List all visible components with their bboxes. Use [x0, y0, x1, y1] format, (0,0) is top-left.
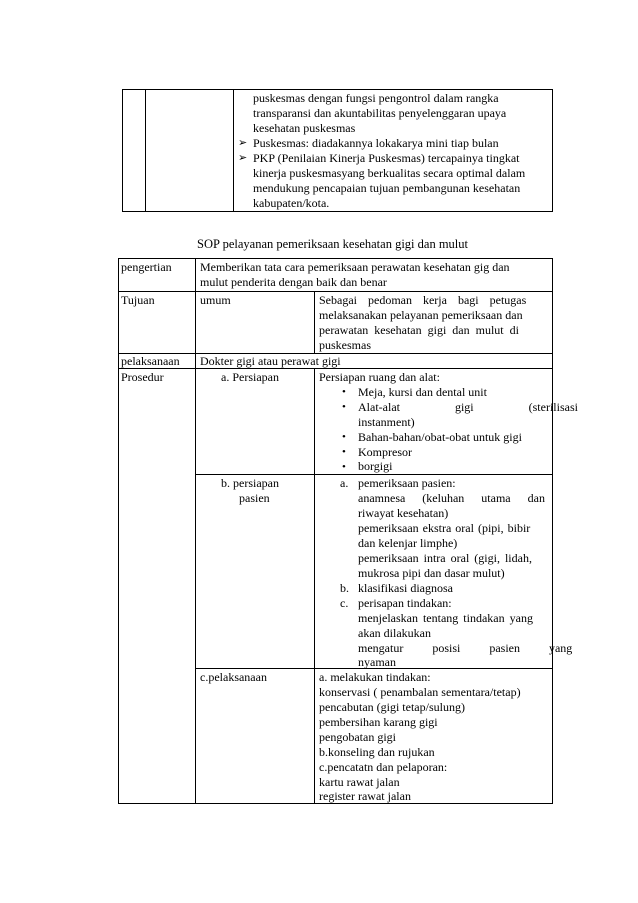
persiapan-item: borgigi	[358, 459, 393, 473]
pelaksanaan-sub-label: c.pelaksanaan	[200, 670, 267, 684]
pasien-c-line: menjelaskan tentang tindakan yang	[358, 611, 533, 625]
pelaksanaan-line: register rawat jalan	[319, 789, 411, 803]
pelaksanaan-line: pembersihan karang gigi	[319, 715, 438, 729]
pasien-c-line: mengatur posisi pasien yang	[358, 641, 573, 655]
persiapan-sub-label: a. Persiapan	[221, 370, 279, 384]
persiapan-pasien-sub-label: b. persiapan	[221, 476, 279, 490]
pelaksanaan-line: c.pencatatn dan pelaporan:	[319, 760, 448, 774]
pasien-c-line: akan dilakukan	[358, 626, 431, 640]
pengertian-line: Memberikan tata cara pemeriksaan perawatan kesehatan gig dan	[200, 260, 510, 274]
pasien-a-line: pemeriksaan ekstra oral (pipi, bibir	[358, 521, 531, 535]
pasien-c-heading: perisapan tindakan:	[358, 596, 452, 610]
bullet-icon: •	[342, 461, 346, 473]
top-text-line: mendukung pencapaian tujuan pembangunan kesehatan	[253, 181, 521, 195]
top-text-line: kesehatan puskesmas	[253, 121, 356, 135]
pasien-a-line: riwayat kesehatan)	[358, 506, 449, 520]
row-label-tujuan: Tujuan	[121, 293, 155, 307]
top-text-line: PKP (Penilaian Kinerja Puskesmas) tercapainya tingkat	[253, 151, 520, 165]
tujuan-line: Sebagai pedoman kerja bagi petugas	[319, 293, 527, 307]
pengertian-text	[200, 260, 548, 275]
pasien-c-line: nyaman	[358, 655, 396, 669]
pelaksanaan-line: kartu rawat jalan	[319, 775, 400, 789]
top-text-line: Puskesmas: diadakannya lokakarya mini tiap bulan	[253, 136, 499, 150]
tujuan-line: perawatan kesehatan gigi dan mulut di	[319, 323, 519, 337]
pasien-a-line: pemeriksaan intra oral (gigi, lidah,	[358, 551, 532, 565]
bullet-icon: •	[342, 431, 346, 443]
pengertian-line: mulut penderita dengan baik dan benar	[200, 275, 387, 289]
persiapan-item: Alat-alat gigi (sterilisasi	[358, 400, 578, 414]
pasien-a-heading: pemeriksaan pasien:	[358, 476, 456, 490]
persiapan-item: Kompresor	[358, 445, 412, 459]
list-letter: c.	[340, 596, 349, 610]
pelaksanaan-line: b.konseling dan rujukan	[319, 745, 435, 759]
pasien-b-text: klasifikasi diagnosa	[358, 581, 453, 595]
arrow-bullet-icon: ➢	[238, 152, 248, 164]
persiapan-item: Bahan-bahan/obat-obat untuk gigi	[358, 430, 522, 444]
pasien-a-line: mukrosa pipi dan dasar mulut)	[358, 566, 505, 580]
pelaksanaan-line: a. melakukan tindakan:	[319, 670, 431, 684]
persiapan-item: Meja, kursi dan dental unit	[358, 385, 487, 399]
pelaksanaan-line: pengobatan gigi	[319, 730, 396, 744]
pasien-a-line: anamnesa (keluhan utama dan	[358, 491, 545, 505]
bullet-icon: •	[342, 401, 346, 413]
row-label-prosedur: Prosedur	[121, 370, 164, 384]
pelaksanaan-value: Dokter gigi atau perawat gigi	[200, 354, 341, 368]
top-text-line: puskesmas dengan fungsi pengontrol dalam rangka	[253, 91, 499, 105]
list-letter: a.	[340, 476, 349, 490]
persiapan-heading: Persiapan ruang dan alat:	[319, 370, 440, 384]
tujuan-line: puskesmas	[319, 338, 371, 352]
list-letter: b.	[340, 581, 349, 595]
sop-title: SOP pelayanan pemeriksaan kesehatan gigi dan mulut	[197, 237, 468, 251]
pasien-a-line: dan kelenjar limphe)	[358, 536, 458, 550]
top-text-line: kabupaten/kota.	[253, 196, 330, 210]
arrow-bullet-icon: ➢	[238, 137, 248, 149]
top-text-line: kinerja puskesmasyang berkualitas secara optimal dalam	[253, 166, 526, 180]
tujuan-sub-label: umum	[200, 293, 231, 307]
pelaksanaan-line: pencabutan (gigi tetap/sulung)	[319, 700, 465, 714]
tujuan-line: melaksanakan pelayanan pemeriksaan dan	[319, 308, 523, 322]
row-label-pelaksanaan: pelaksanaan	[121, 354, 180, 368]
persiapan-pasien-sub-label: pasien	[239, 491, 270, 505]
pelaksanaan-line: konservasi ( penambalan sementara/tetap)	[319, 685, 521, 699]
bullet-icon: •	[342, 386, 346, 398]
row-label-pengertian: pengertian	[121, 260, 172, 274]
bullet-icon: •	[342, 446, 346, 458]
top-text-line: transparansi dan akuntabilitas penyelenggaran upaya	[253, 106, 507, 120]
persiapan-item: instanment)	[358, 415, 415, 429]
